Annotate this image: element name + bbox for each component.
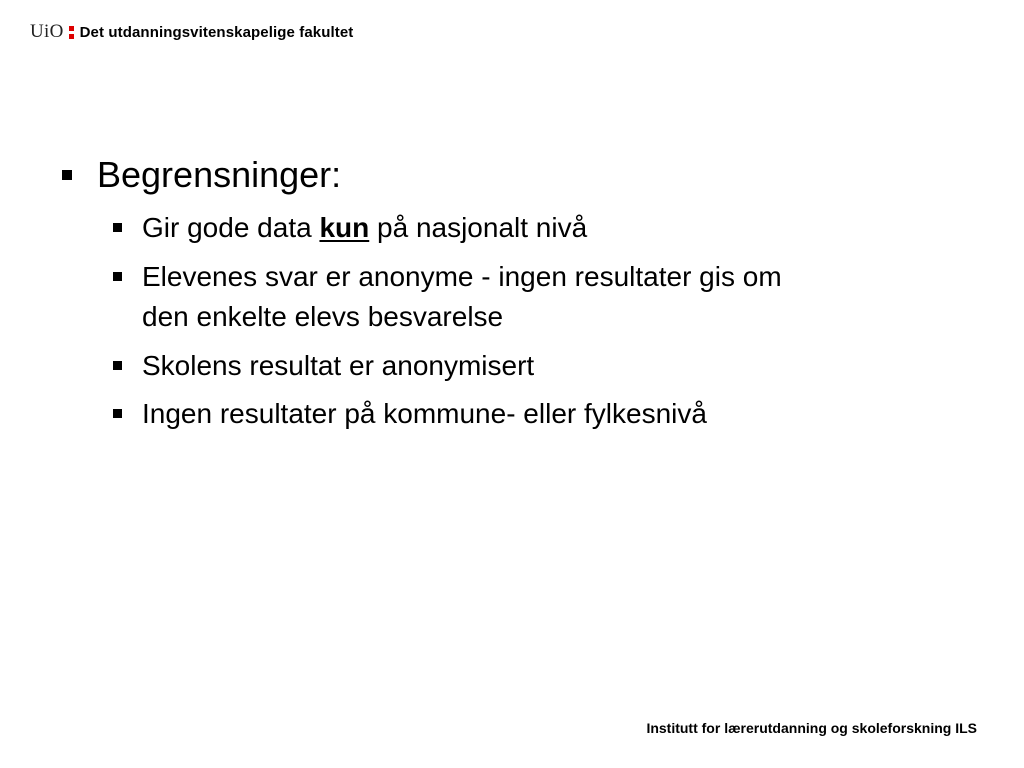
uio-logo-mark-icon (69, 26, 74, 39)
slide-heading: Begrensninger: (97, 154, 342, 195)
list-item-text-continued: den enkelte elevs besvarelse (142, 301, 504, 332)
square-bullet-icon (113, 361, 122, 370)
uio-logo: UiO (30, 21, 64, 42)
footer-institute: Institutt for lærerutdanning og skoleforskning ILS (646, 720, 977, 736)
list-item (142, 208, 587, 248)
list-item: Skolens resultat er anonymisert (142, 350, 535, 381)
faculty-name: Det utdanningsvitenskapelige fakultet (79, 23, 354, 41)
list-item: Ingen resultater på kommune- eller fylkesnivå (142, 398, 707, 429)
square-bullet-icon (113, 223, 122, 232)
list-item-text: Elevenes svar er anonyme - ingen resultater gis om (142, 261, 782, 292)
square-bullet-icon (113, 409, 122, 418)
square-bullet-icon (113, 272, 122, 281)
list-item-text: Gir gode data (142, 212, 320, 243)
slide-header (30, 20, 353, 44)
square-bullet-icon (62, 170, 72, 180)
list-item (142, 257, 782, 337)
list-item-emphasis: kun (319, 212, 370, 243)
list-item-text: på nasjonalt nivå (369, 212, 588, 243)
